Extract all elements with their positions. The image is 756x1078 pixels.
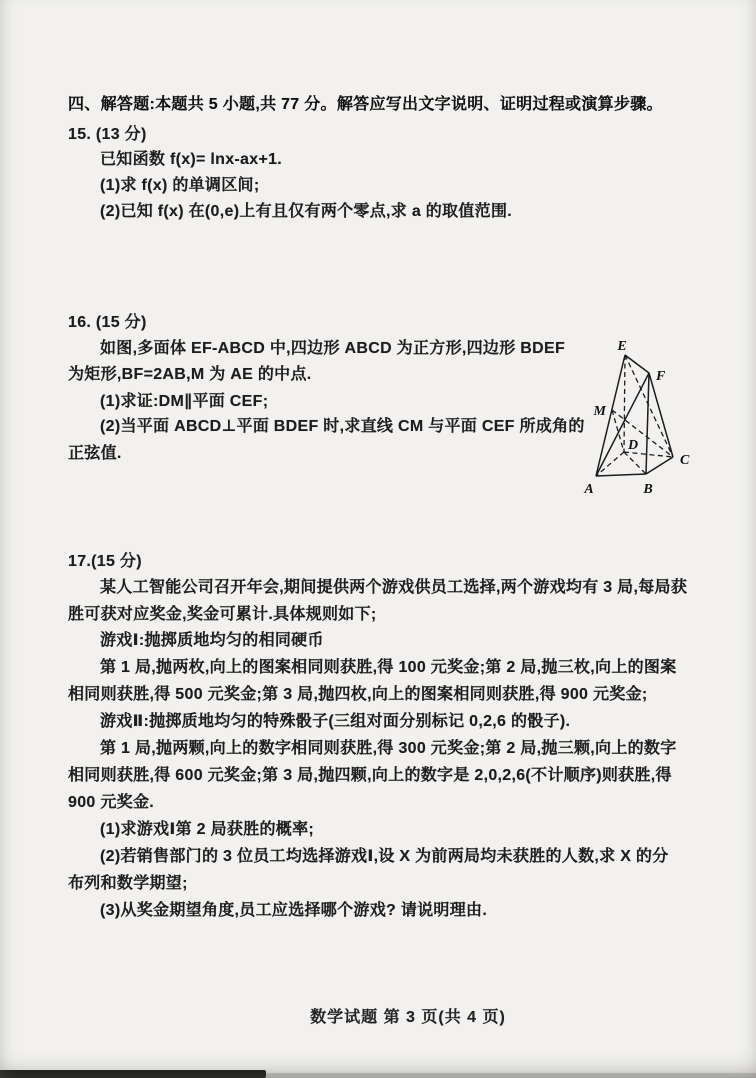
q17-part3: (3)从奖金期望角度,员工应选择哪个游戏? 请说明理由.	[100, 902, 488, 919]
figure-vertex-label-A: A	[584, 482, 594, 497]
q15-number: 15. (13 分)	[68, 126, 147, 143]
q17-line: 某人工智能公司召开年会,期间提供两个游戏供员工选择,两个游戏均有 3 局,每局获	[100, 579, 688, 596]
section-header: 四、解答题:本题共 5 小题,共 77 分。解答应写出文字说明、证明过程或演算步骤。	[68, 96, 663, 113]
q17-game1-rule: 游戏Ⅰ:抛掷质地均匀的相同硬币	[100, 632, 324, 649]
q17-line: 900 元奖金.	[68, 794, 154, 811]
q17-line: 胜可获对应奖金,奖金可累计.具体规则如下;	[68, 606, 377, 623]
q17-game2-rule: 游戏Ⅱ:抛掷质地均匀的特殊骰子(三组对面分别标记 0,2,6 的骰子).	[100, 713, 571, 730]
q16-line: 正弦值.	[68, 445, 122, 462]
q15-part2: (2)已知 f(x) 在(0,e)上有且仅有两个零点,求 a 的取值范围.	[100, 203, 513, 220]
figure-edge-AB	[596, 474, 646, 476]
q16-line: 为矩形,BF=2AB,M 为 AE 的中点.	[68, 366, 312, 383]
figure-edge-DB	[624, 452, 646, 474]
figure-edge-ED	[624, 355, 625, 452]
q17-line: 第 1 局,抛两枚,向上的图案相同则获胜,得 100 元奖金;第 2 局,抛三枚,向上的图案	[100, 659, 677, 676]
figure-vertex-label-D: D	[628, 438, 639, 453]
q17-line: 相同则获胜,得 500 元奖金;第 3 局,抛四枚,向上的图案相同则获胜,得 900 元奖金;	[68, 686, 648, 703]
figure-vertex-label-B: B	[643, 482, 653, 497]
q17-line: 第 1 局,抛两颗,向上的数字相同则获胜,得 300 元奖金;第 2 局,抛三颗,向上的数字	[100, 740, 677, 757]
figure-edge-MC	[612, 410, 673, 457]
q16-part2: (2)当平面 ABCD⊥平面 BDEF 时,求直线 CM 与平面 CEF 所成角的	[100, 418, 585, 435]
page-footer: 数学试题 第 3 页(共 4 页)	[310, 1009, 506, 1026]
figure-edge-FC	[649, 373, 673, 457]
q15-part1: (1)求 f(x) 的单调区间;	[100, 177, 260, 194]
q17-part2: (2)若销售部门的 3 位员工均选择游戏Ⅰ,设 X 为前两局均未获胜的人数,求 X 的分	[100, 848, 669, 865]
figure-edge-AF	[596, 373, 649, 476]
q17-line: 布列和数学期望;	[68, 875, 188, 892]
q15-line: 已知函数 f(x)= lnx-ax+1.	[100, 151, 283, 168]
q16-part1: (1)求证:DM∥平面 CEF;	[100, 393, 269, 410]
q17-line: 相同则获胜,得 600 元奖金;第 3 局,抛四颗,向上的数字是 2,0,2,6(不计顺序)则获胜,得	[68, 767, 672, 784]
polyhedron-figure	[555, 328, 715, 504]
figure-vertex-label-F: F	[656, 369, 666, 384]
figure-vertex-label-C: C	[680, 453, 690, 468]
q17-part1: (1)求游戏Ⅰ第 2 局获胜的概率;	[100, 821, 315, 838]
figure-edge-MD	[612, 410, 624, 452]
scan-edge-black	[0, 1070, 266, 1078]
figure-vertex-label-M: M	[593, 404, 606, 419]
q17-number: 17.(15 分)	[68, 553, 142, 570]
figure-vertex-label-E: E	[617, 339, 627, 354]
q16-number: 16. (15 分)	[68, 314, 147, 331]
q16-line: 如图,多面体 EF-ABCD 中,四边形 ABCD 为正方形,四边形 BDEF	[100, 340, 566, 357]
figure-edge-FB	[646, 373, 649, 474]
figure-edge-BC	[646, 457, 673, 474]
